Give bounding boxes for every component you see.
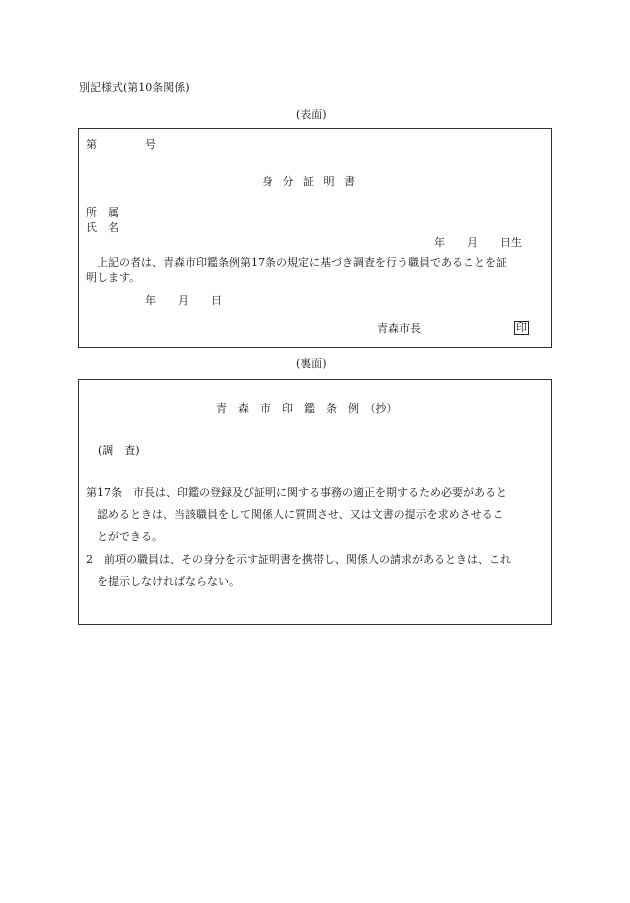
statement-line-2: 明します。 [86,271,141,284]
back-caption: (裏面) [296,357,327,370]
issuer: 青森市長 [377,322,421,335]
clause-2-line-2: を提示しなければならない。 [97,575,240,588]
number-go: 号 [145,138,156,151]
section-heading: (調 査) [98,444,140,457]
form-header: 別記様式(第10条関係) [79,81,190,94]
article-17-line-3: とができる。 [97,530,163,543]
front-caption: (表面) [296,108,327,121]
clause-2-line-1: 2 前項の職員は、その身分を示す証明書を携帯し、関係人の請求があるときは、これ [86,553,511,566]
number-dai: 第 [86,138,97,151]
statement-line-1: 上記の者は、青森市印鑑条例第17条の規定に基づき調査を行う職員であることを証 [97,256,507,269]
name-label: 氏 名 [86,221,119,234]
seal-icon: 印 [516,321,527,334]
certificate-title: 身 分 証 明 書 [262,175,355,188]
issue-date: 年 月 日 [145,294,222,307]
birth-date: 年 月 日生 [434,236,522,249]
article-17-line-1: 第17条 市長は、印鑑の登録及び証明に関する事務の適正を期するため必要があると [86,486,507,499]
address-label: 所 属 [86,206,119,219]
seal-mark [514,321,529,335]
ordinance-title: 青 森 市 印 鑑 条 例 （抄） [216,402,398,415]
article-17-line-2: 認めるときは、当該職員をして関係人に質問させ、又は文書の提示を求めさせるこ [97,508,504,521]
